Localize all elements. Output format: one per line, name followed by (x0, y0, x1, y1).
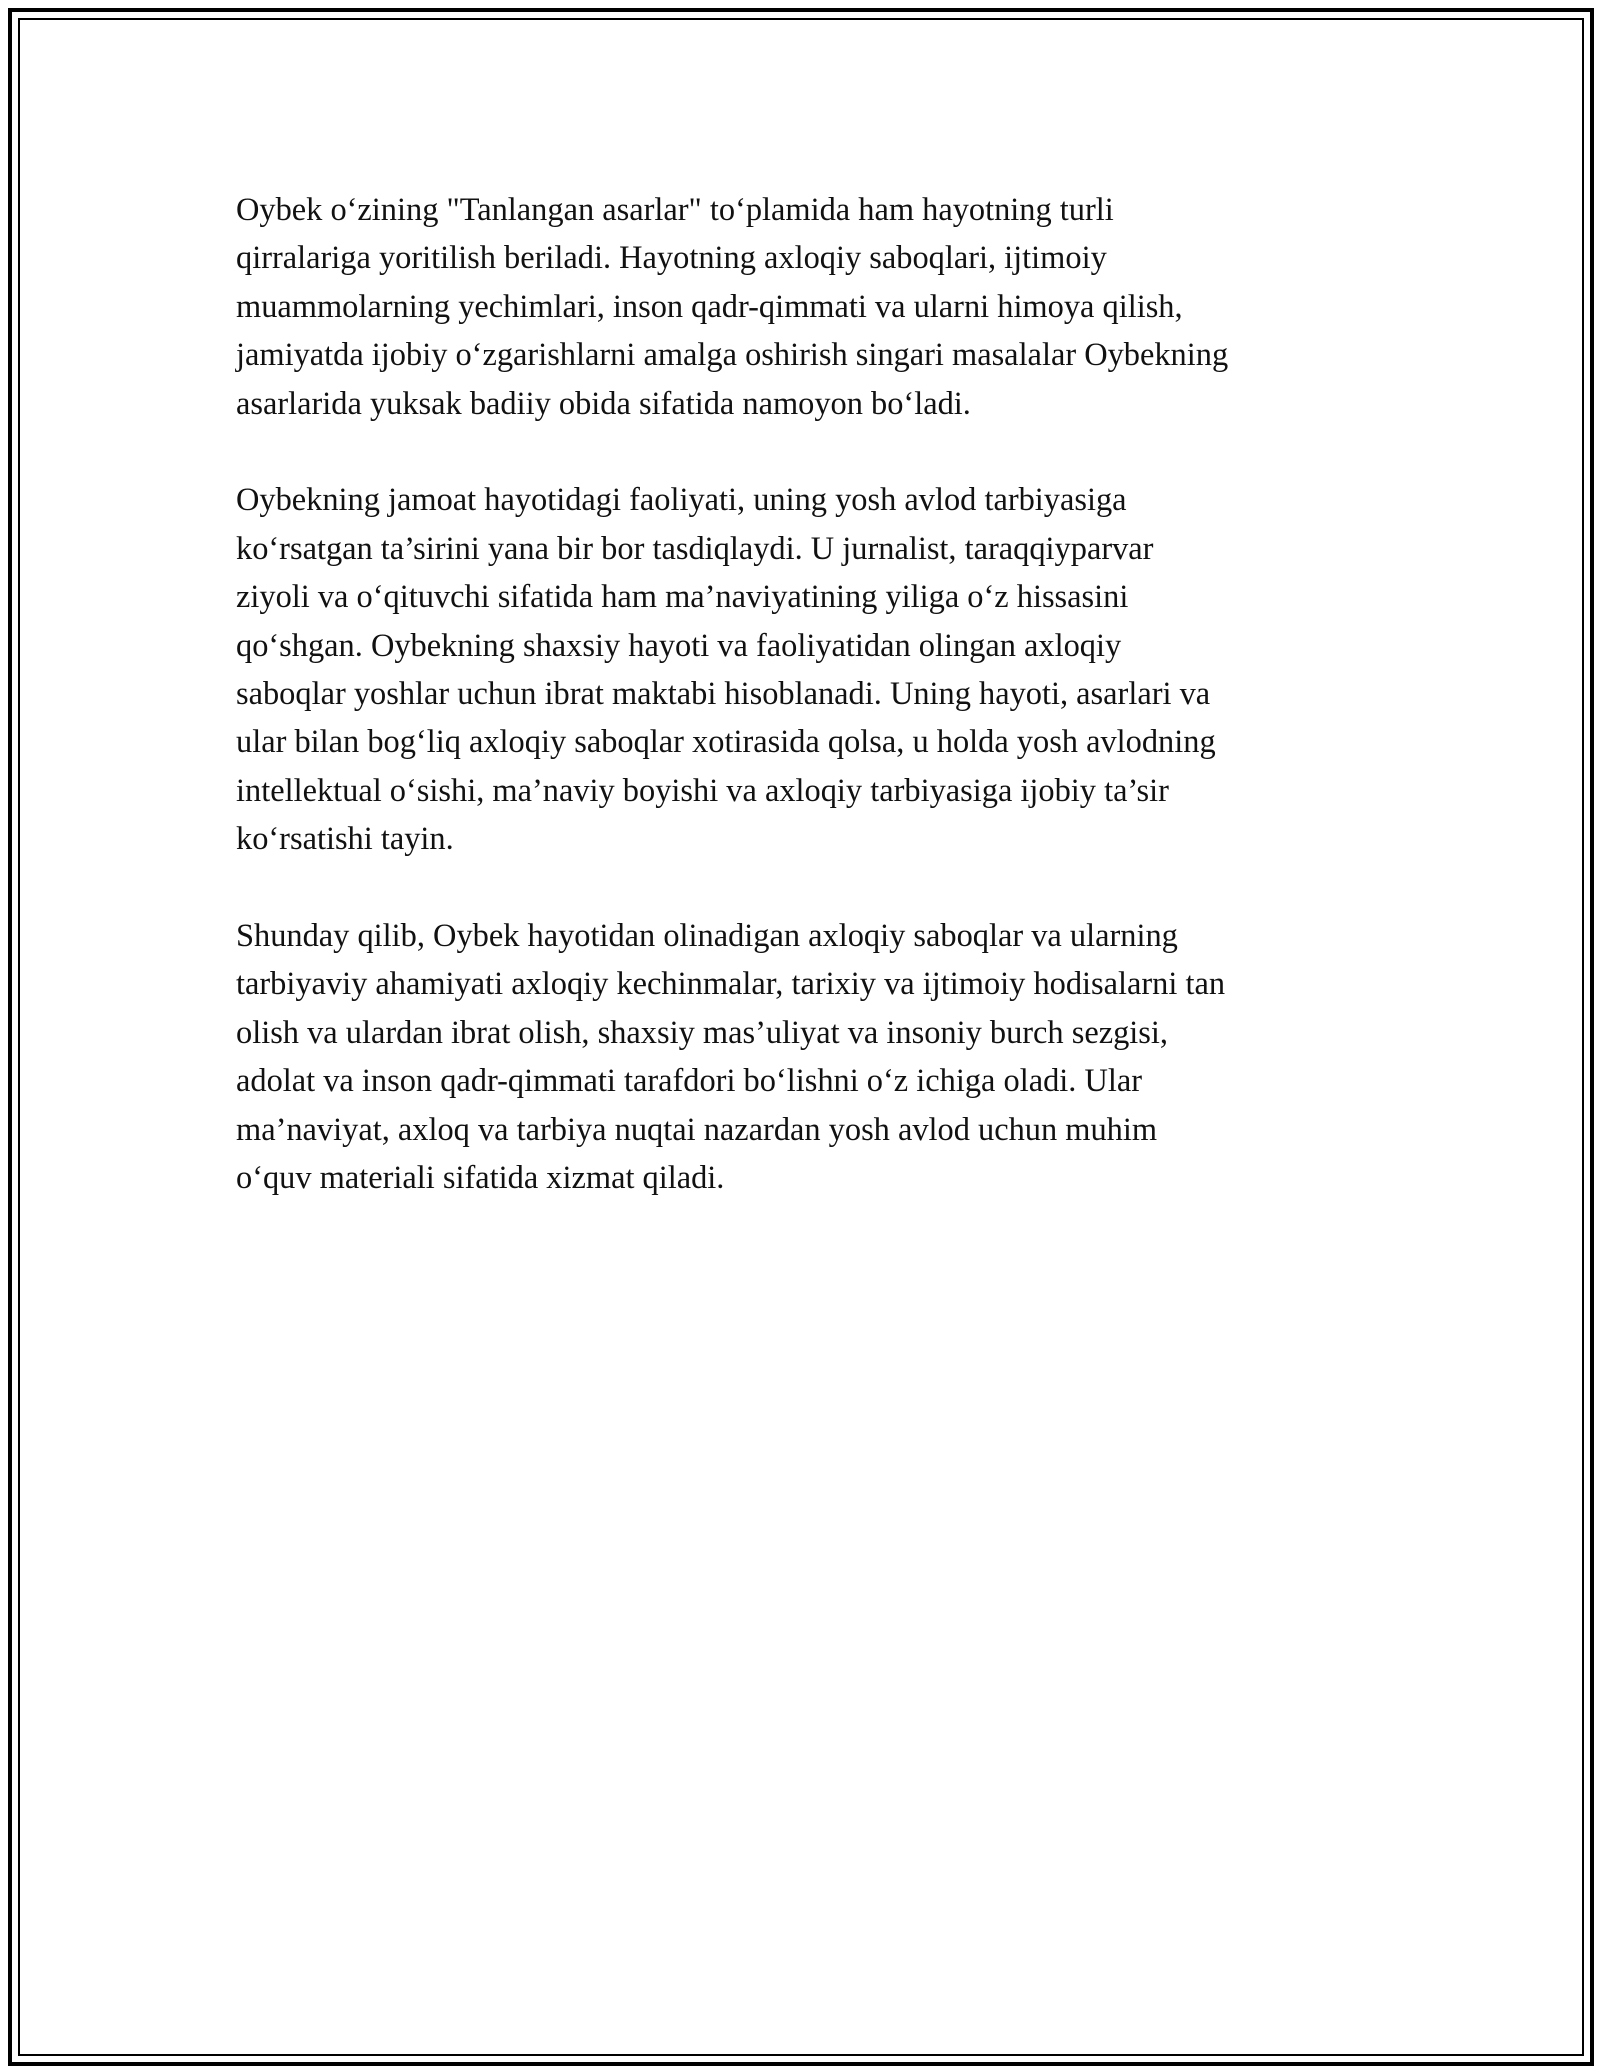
paragraph-1: Oybek oʻzining "Tanlangan asarlar" toʻplamida ham hayotning turli qirralariga yoritilish beriladi. Hayotning axloqiy saboqlari, ijtimoiy muammolarning yechimlari, inson qadr-qimmati va ularni himoya qilish, jamiyatda ijobiy oʻzgarishlarni amalga oshirish singari masalalar Oybekning asarlarida yuksak badiiy obida sifatida namoyon boʻladi. (236, 192, 1229, 422)
paragraph-3: Shunday qilib, Oybek hayotidan olinadigan axloqiy saboqlar va ularning tarbiyaviy ahamiyati axloqiy kechinmalar, tarixiy va ijtimoiy hodisalarni tan olish va ulardan ibrat olish, shaxsiy mas’uliyat va insoniy burch sezgisi, adolat va inson qadr-qimmati tarafdori boʻlishni oʻz ichiga oladi. Ular ma’naviyat, axloq va tarbiya nuqtai nazardan yosh avlod uchun muhim oʻquv materiali sifatida xizmat qiladi. (236, 918, 1226, 1197)
paragraph-2: Oybekning jamoat hayotidagi faoliyati, uning yosh avlod tarbiyasiga koʻrsatgan ta’sirini yana bir bor tasdiqlaydi. U jurnalist, taraqqiyparvar ziyoli va oʻqituvchi sifatida ham ma’naviyatining yiliga oʻz hissasini qoʻshgan. Oybekning shaxsiy hayoti va faoliyatidan olingan axloqiy saboqlar yoshlar uchun ibrat maktabi hisoblanadi. Uning hayoti, asarlari va ular bilan bogʻliq axloqiy saboqlar xotirasida qolsa, u holda yosh avlodning intellektual oʻsishi, ma’naviy boyishi va axloqiy tarbiyasiga ijobiy ta’sir koʻrsatishi tayin. (236, 482, 1216, 858)
document-body (236, 186, 1370, 1251)
